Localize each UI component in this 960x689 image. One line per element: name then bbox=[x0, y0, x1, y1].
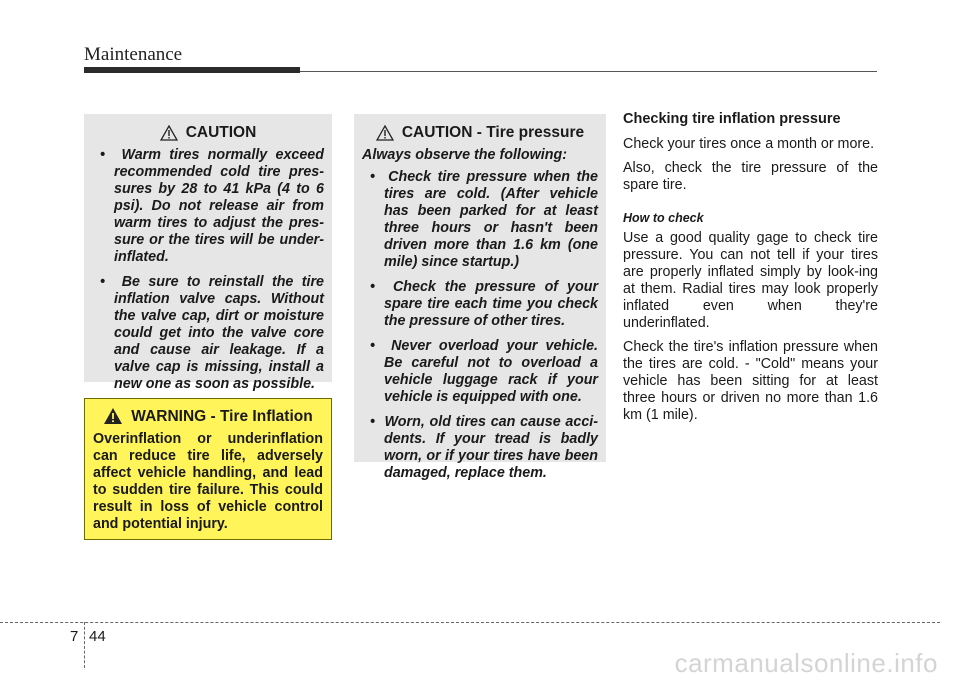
section-heading: Checking tire inflation pressure bbox=[623, 111, 841, 127]
watermark: carmanualsonline.info bbox=[674, 648, 938, 678]
page-number: 44 bbox=[89, 628, 106, 645]
caution-pressure-item: • Never overload your vehicle. Be careful not to overload a vehicle luggage rack if your vehicle is equipped with one. bbox=[362, 338, 598, 406]
section-paragraph: Use a good quality gage to check tire pressure. You can not tell if your tires are properly inflated simply by look-ing at them. Radial tires may look properly inflated even when they're underinflated. bbox=[623, 230, 878, 331]
header-rule bbox=[300, 71, 877, 72]
caution-title-row bbox=[92, 124, 324, 141]
warning-title-row bbox=[93, 407, 323, 425]
caution-pressure-title: CAUTION - Tire pressure bbox=[401, 124, 585, 141]
caution-title: CAUTION bbox=[185, 124, 257, 141]
footer-divider bbox=[84, 622, 85, 668]
caution-pressure-title-row bbox=[362, 124, 598, 141]
caution-pressure-list bbox=[362, 169, 598, 482]
caution-triangle-icon bbox=[160, 125, 178, 141]
caution-item: • Warm tires normally exceed recommended cold tire pres-sures by 28 to 41 kPa (4 to 6 psi). Do not release air from warm tires to adjust the pres-sure or the tires will be under-inflated. bbox=[92, 147, 324, 266]
section-checking-tire-pressure bbox=[623, 111, 878, 431]
caution-pressure-item: • Worn, old tires can cause acci-dents. If your tread is badly worn, or if your tires have been damaged, replace them. bbox=[362, 414, 598, 482]
section-paragraph: Check the tire's inflation pressure when the tires are cold. - "Cold" means your vehicle has been sitting for at least three hours or driven no more than 1.6 km (1 mile). bbox=[623, 339, 878, 423]
warning-triangle-icon bbox=[103, 407, 123, 425]
caution-pressure-lead: Always observe the following: bbox=[362, 147, 567, 163]
chapter-number: 7 bbox=[70, 628, 79, 645]
section-paragraph: Also, check the tire pressure of the spare tire. bbox=[623, 160, 878, 193]
warning-box-tire-inflation bbox=[84, 398, 332, 540]
caution-pressure-item: • Check the pressure of your spare tire each time you check the pressure of other tires. bbox=[362, 279, 598, 330]
caution-list bbox=[92, 147, 324, 393]
section-paragraph: Check your tires once a month or more. bbox=[623, 136, 875, 152]
caution-triangle-icon bbox=[376, 125, 394, 141]
header-bar bbox=[84, 67, 300, 73]
section-subheading: How to check bbox=[623, 211, 704, 225]
caution-item: • Be sure to reinstall the tire inflation valve caps. Without the valve cap, dirt or moisture could get into the valve core and cause air leakage. If a valve cap is missing, install a new one as soon as possible. bbox=[92, 274, 324, 393]
caution-box-tire-pressure bbox=[354, 114, 606, 481]
caution-box-tires bbox=[84, 114, 332, 392]
caution-pressure-item: • Check tire pressure when the tires are cold. (After vehicle has been parked for at least three hours or hasn't been driven more than 1.6 km (one mile) since startup.) bbox=[362, 169, 598, 271]
warning-body: Overinflation or underinflation can reduce tire life, adversely affect vehicle handling, and lead to sudden tire failure. This could result in loss of vehicle control and potential injury. bbox=[93, 431, 323, 532]
warning-title: WARNING - Tire Inflation bbox=[131, 407, 313, 425]
footer-rule bbox=[0, 622, 940, 623]
page-header-title: Maintenance bbox=[84, 44, 183, 65]
